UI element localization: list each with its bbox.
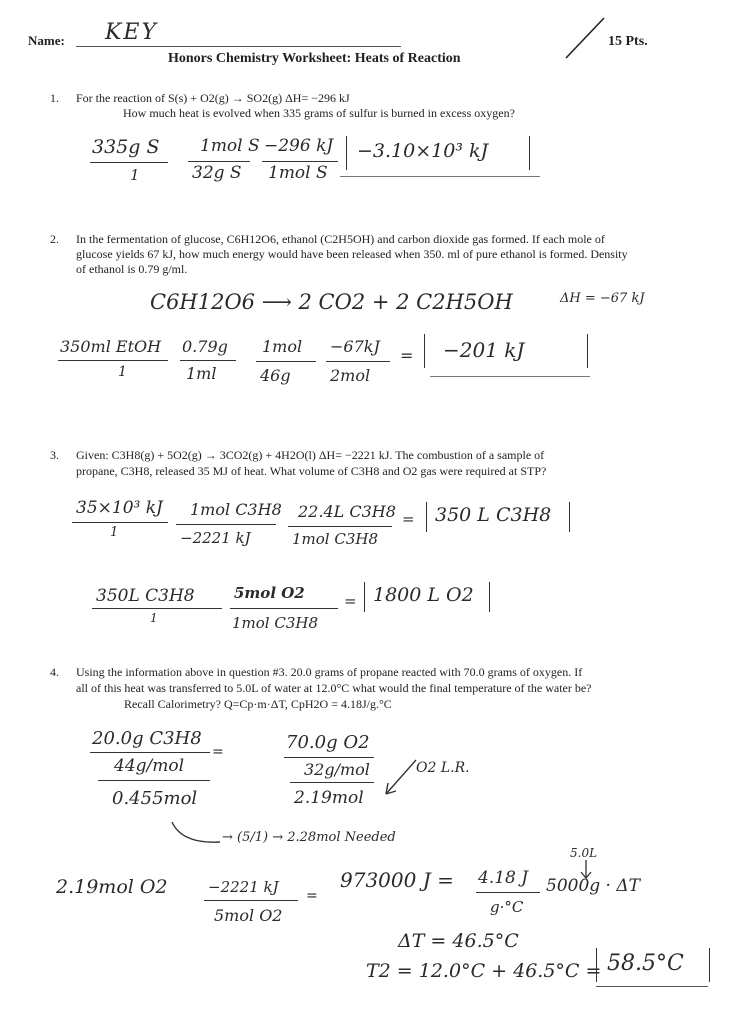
q2-answer: −201 kJ — [443, 338, 525, 362]
q2-frac-c — [256, 361, 316, 362]
q3-w2-equals: = — [344, 592, 357, 610]
q4-oxygen-result: 2.19mol — [294, 788, 364, 808]
q4-needed-curve — [168, 818, 228, 850]
q4-line1: Using the information above in question #3. 20.0 grams of propane reacted with 70.0 grams of oxygen. If — [76, 665, 583, 679]
q3-line1: Given: C3H8(g) + 5O2(g) → 3CO2(g) + 4H2O(l) ΔH= −2221 kJ. The combustion of a sample of — [76, 448, 545, 462]
q3-w1-frac-c — [288, 526, 392, 527]
q1-answer: −3.10×10³ kJ — [357, 140, 489, 162]
q2-equals: = — [400, 346, 414, 365]
name-underline — [76, 46, 401, 47]
q2-term-a-bot: 1 — [118, 364, 127, 380]
q3-number: 3. — [50, 448, 59, 462]
q4-final-underline — [596, 986, 708, 987]
q3-w1-answer: 350 L C3H8 — [435, 504, 552, 526]
q4-t2: T2 = 12.0°C + 46.5°C = — [366, 960, 602, 982]
q3-w1-a-top: 35×10³ kJ — [76, 498, 163, 518]
points-label: 15 Pts. — [608, 34, 648, 49]
q4-oxygen-frac — [284, 757, 374, 758]
q3-w1-c-top: 22.4L C3H8 — [298, 502, 396, 521]
q4-l1-b-bot: 5mol O2 — [214, 906, 283, 925]
q2-answer-box — [424, 334, 588, 368]
q3-w1-a-bot: 1 — [110, 525, 119, 540]
q4-propane-equals: = — [212, 744, 224, 760]
q3-line2: propane, C3H8, released 35 MJ of heat. What volume of C3H8 and O2 gas were required at STP? — [76, 464, 547, 478]
q2-text: In the fermentation of glucose, C6H12O6, ethanol (C2H5OH) and carbon dioxide gas formed. If each mole of glucose yields 67 kJ, how much energy would have been released when 350. ml of pure ethanol is formed. Density of ethanol is 0.79 g/ml. — [76, 232, 628, 276]
q4-line2: all of this heat was transferred to 5.0L of water at 12.0°C what would the final temperature of the water be? — [76, 681, 592, 695]
q4-propane-bot: 44g/mol — [114, 756, 185, 776]
q3-w2-a-top: 350L C3H8 — [96, 586, 195, 606]
q3-w1-b-bot: −2221 kJ — [180, 529, 251, 547]
q2-term-c-bot: 46g — [260, 366, 291, 385]
q4-limiting-reagent: O2 L.R. — [416, 760, 470, 776]
q1-number: 1. — [50, 91, 59, 105]
q4-cp-frac — [476, 892, 540, 893]
q1-answer-box — [346, 136, 530, 170]
q4-propane-frac2 — [98, 780, 210, 781]
q2-reaction: C6H12O6 ⟶ 2 CO2 + 2 C2H5OH — [150, 290, 513, 314]
q1-frac-b — [188, 161, 250, 162]
q1-term-a-top: 335g S — [92, 136, 160, 158]
q2-frac-d — [326, 361, 390, 362]
q1-frac-a — [90, 162, 168, 163]
q3-w1-c-bot: 1mol C3H8 — [292, 530, 379, 548]
name-label: Name: — [28, 33, 65, 48]
q4-line3: Recall Calorimetry? Q=Cp·m·ΔT, CpH2O = 4.18J/g.°C — [124, 697, 392, 711]
q2-number: 2. — [50, 232, 59, 246]
q2-term-d-bot: 2mol — [330, 366, 371, 385]
q4-final-answer-box — [596, 948, 710, 982]
q4-delta-t: ΔT = 46.5°C — [398, 930, 519, 952]
q3-w1-frac-a — [72, 522, 168, 523]
q1-answer-underline — [340, 176, 540, 177]
q1-line1: For the reaction of S(s) + O2(g) → SO2(g) ΔH= −296 kJ — [76, 91, 350, 105]
q4-propane-result: 0.455mol — [112, 788, 198, 809]
q2-term-b-top: 0.79g — [182, 337, 228, 356]
q3-w1-frac-b — [176, 524, 276, 525]
q1-frac-c — [262, 161, 338, 162]
q4-cp-bot: g·°C — [490, 898, 524, 916]
name-value: KEY — [105, 20, 159, 45]
q2-frac-a — [58, 360, 168, 361]
q4-oxygen-top: 70.0g O2 — [286, 732, 370, 753]
q4-l1-b-top: −2221 kJ — [208, 878, 279, 896]
score-slash — [560, 14, 610, 62]
q4-l1-a: 2.19mol O2 — [56, 876, 168, 898]
q4-needed: → (5/1) → 2.28mol Needed — [222, 830, 396, 845]
q3-w2-b-top: 5mol O2 — [234, 584, 305, 602]
q3-w2-answer-box — [364, 582, 490, 612]
q4-mass: 5000g · ΔT — [546, 876, 640, 896]
q2-term-b-bot: 1ml — [186, 364, 217, 383]
q1-term-b-top: 1mol S — [200, 136, 260, 156]
q3-w2-frac-b — [230, 608, 338, 609]
q2-frac-b — [180, 360, 236, 361]
q3-w2-a-bot: 1 — [150, 611, 158, 625]
q3-w1-b-top: 1mol C3H8 — [190, 500, 282, 519]
q1-line2: How much heat is evolved when 335 grams of sulfur is burned in excess oxygen? — [123, 106, 515, 120]
q4-propane-top: 20.0g C3H8 — [92, 728, 202, 749]
q4-volume-note: 5.0L — [570, 846, 598, 860]
q2-term-d-top: −67kJ — [330, 337, 380, 356]
q1-term-b-bot: 32g S — [192, 163, 242, 183]
q1-term-c-top: −296 kJ — [264, 136, 334, 156]
q4-oxygen-frac2 — [290, 782, 374, 783]
q4-oxygen-bot: 32g/mol — [304, 760, 370, 779]
q3-w2-frac-a — [92, 608, 222, 609]
q1-term-a-bot: 1 — [130, 166, 140, 184]
q4-q-value: 973000 J = — [340, 868, 454, 892]
q3-w1-answer-box — [426, 502, 570, 532]
q3-w1-equals: = — [402, 510, 415, 528]
q4-propane-frac — [90, 752, 210, 753]
q4-l1-equals: = — [306, 888, 318, 904]
q2-term-a-top: 350ml EtOH — [60, 337, 162, 356]
q3-w2-b-bot: 1mol C3H8 — [232, 614, 319, 632]
q4-lr-arrow — [380, 756, 420, 800]
q4-l1-frac — [204, 900, 298, 901]
q4-final-answer: 58.5°C — [607, 951, 684, 976]
q2-term-c-top: 1mol — [262, 337, 303, 356]
q1-term-c-bot: 1mol S — [268, 163, 328, 183]
worksheet-title: Honors Chemistry Worksheet: Heats of Reaction — [168, 51, 461, 66]
q2-answer-underline — [430, 376, 590, 377]
q4-number: 4. — [50, 665, 59, 679]
q3-w2-answer: 1800 L O2 — [373, 584, 474, 606]
q4-cp-top: 4.18 J — [478, 868, 529, 888]
q2-dh: ΔH = −67 kJ — [560, 291, 645, 306]
